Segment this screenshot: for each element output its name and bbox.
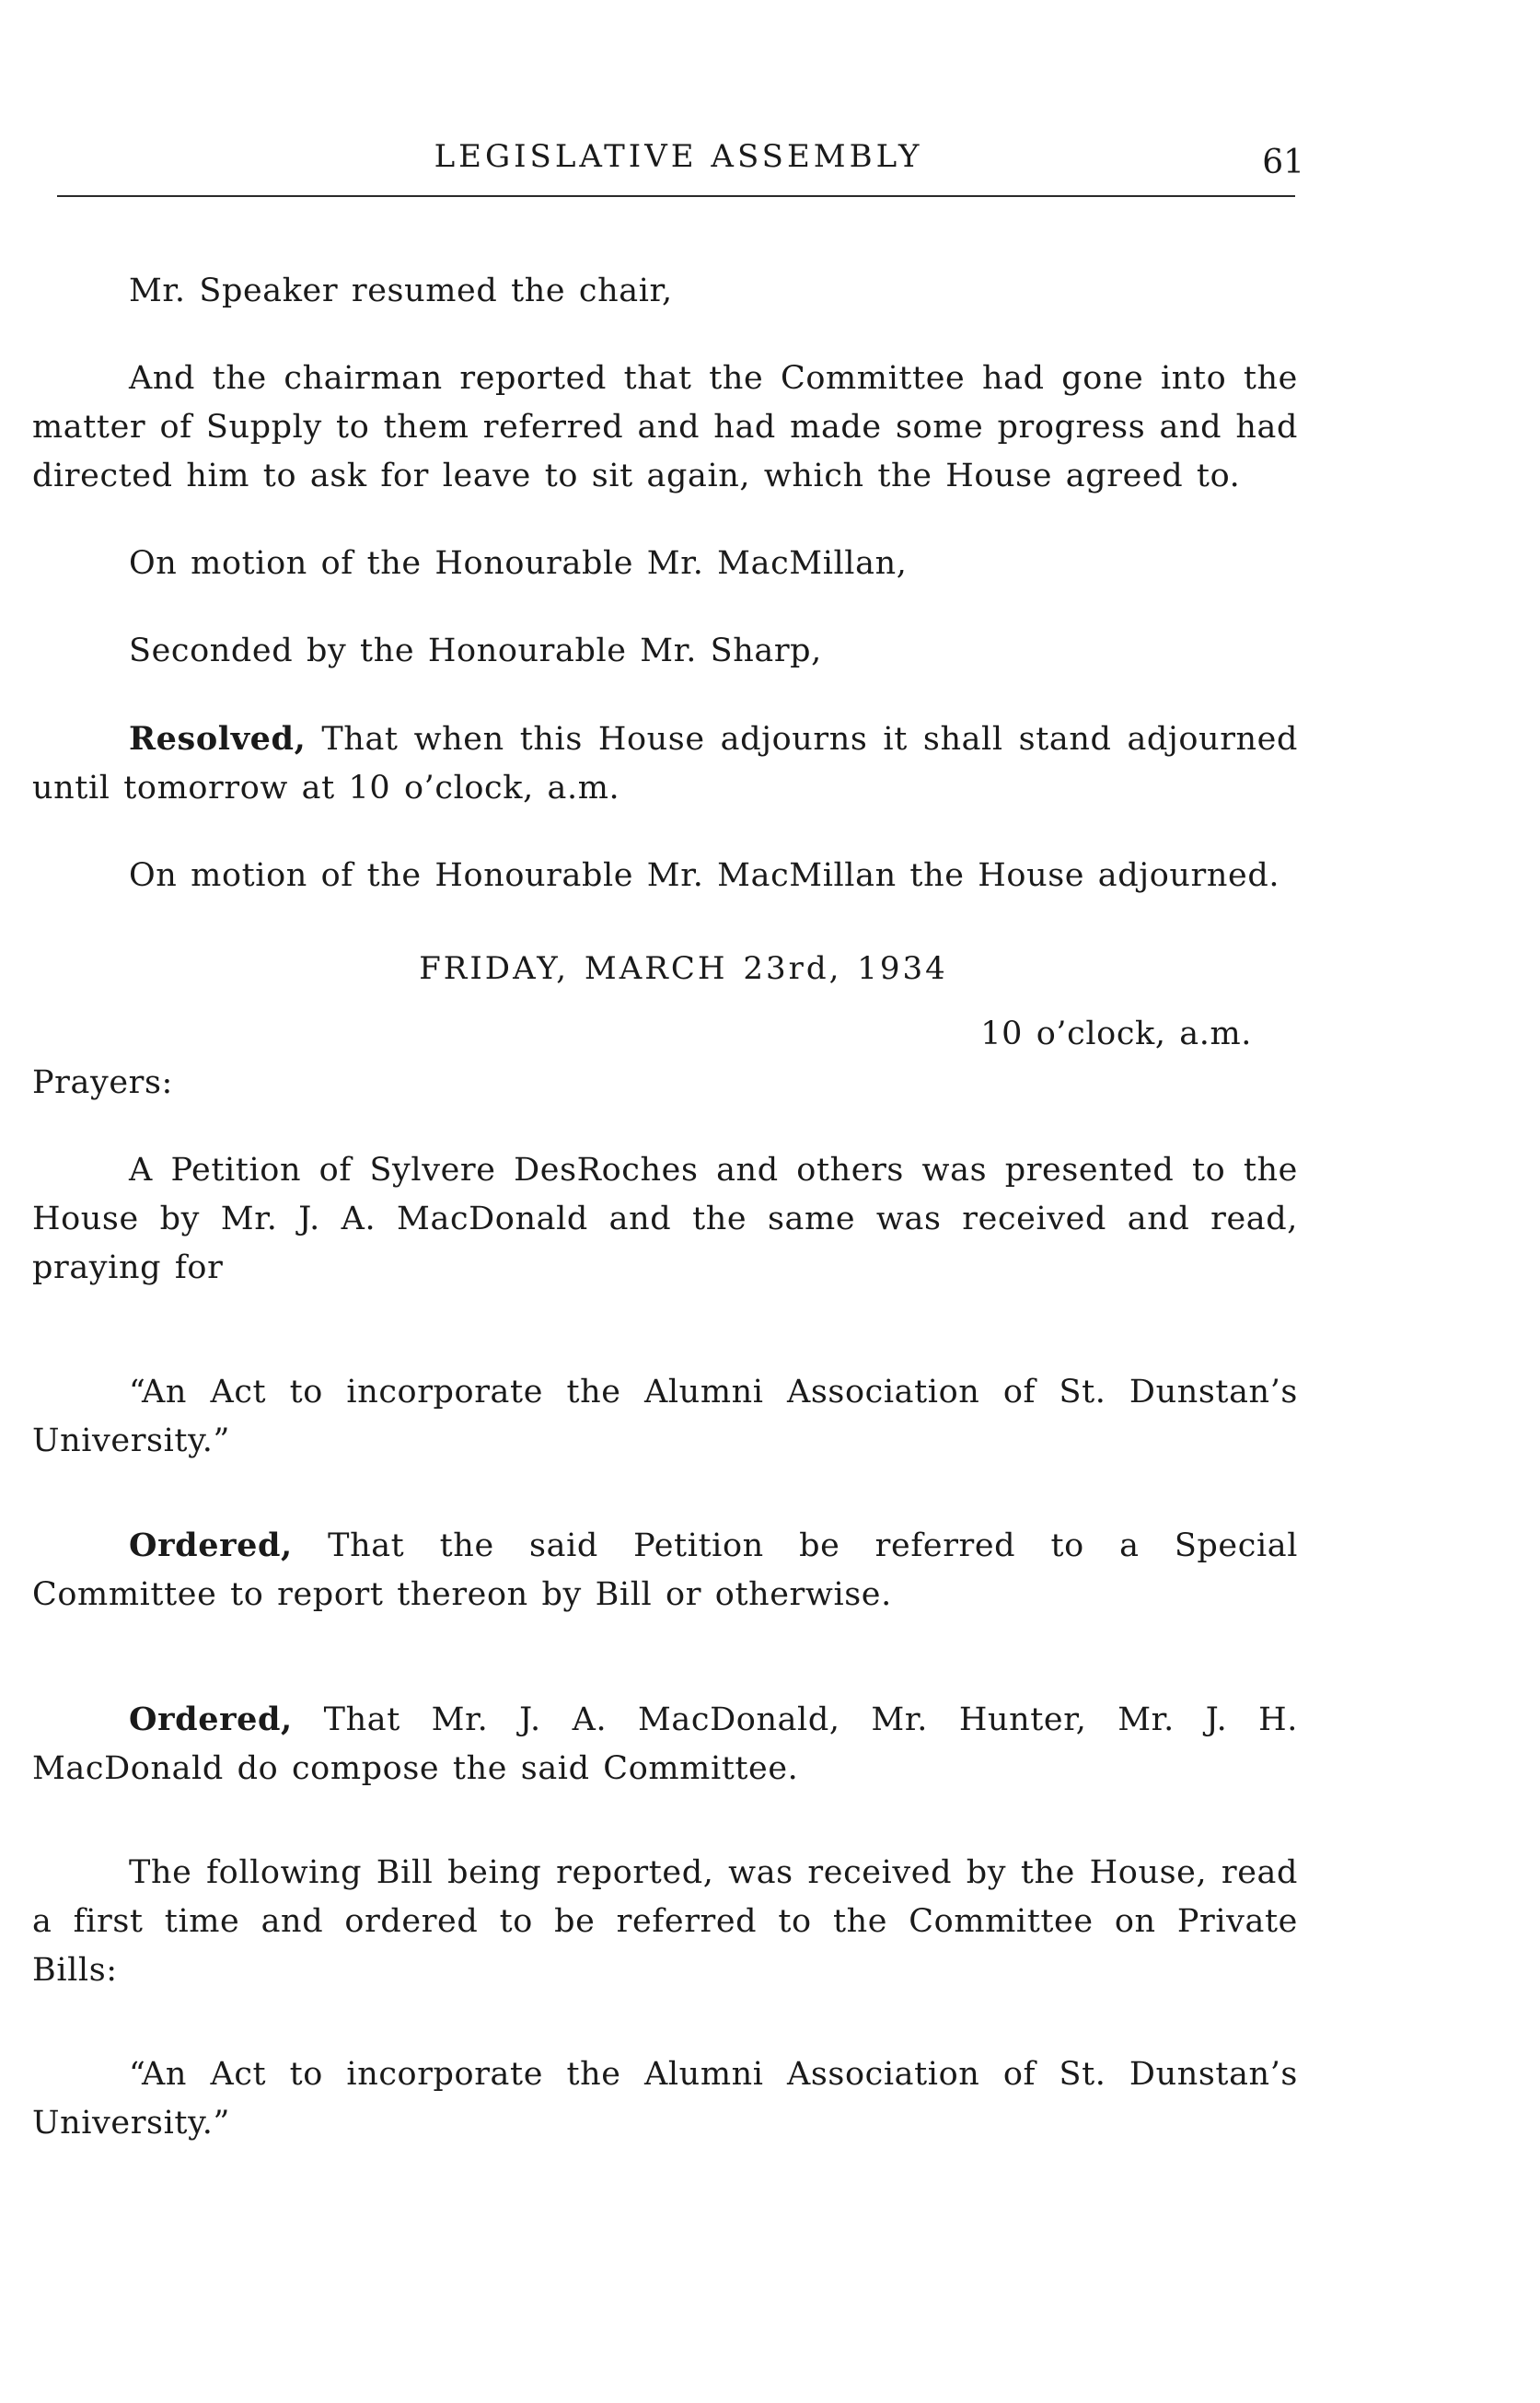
paragraph-seconded-sharp: Seconded by the Honourable Mr. Sharp,	[129, 633, 822, 669]
paragraph-act-title-2: “An Act to incorporate the Alumni Association of St. Dunstan’s University.”	[32, 2056, 1298, 2142]
paragraph-petition: A Petition of Sylvere DesRoches and others was presented to the House by Mr. J. A. MacDonald and the same was received and read, praying for	[32, 1152, 1298, 1286]
ordered-text-1: That the said Petition be referred to a Special Committee to report thereon by Bill or otherwise.	[32, 1527, 1298, 1613]
paragraph-ordered-referred	[32, 1521, 1298, 1619]
paragraph-chairman-report: And the chairman reported that the Committee had gone into the matter of Supply to them referred and had made some progress and had directed him to ask for leave to sit again, which the House agreed to.	[32, 360, 1298, 494]
paragraph-speaker-resumed: Mr. Speaker resumed the chair,	[129, 273, 673, 309]
header-rule	[57, 195, 1295, 197]
paragraph-act-title-1: “An Act to incorporate the Alumni Association of St. Dunstan’s University.”	[32, 1374, 1298, 1459]
page-number: 61	[1262, 144, 1304, 181]
paragraph-house-adjourned: On motion of the Honourable Mr. MacMillan the House adjourned.	[129, 857, 1280, 894]
paragraph-ordered-committee	[32, 1695, 1298, 1794]
paragraph-motion-macmillan: On motion of the Honourable Mr. MacMillan,	[129, 545, 908, 582]
body-text	[32, 267, 1298, 2148]
page-header	[57, 138, 1304, 193]
sitting-time: 10 o’clock, a.m.	[980, 1016, 1252, 1052]
prayers-label: Prayers:	[32, 1064, 173, 1101]
day-heading: FRIDAY, MARCH 23rd, 1934	[419, 950, 948, 987]
paragraph-resolved	[32, 714, 1298, 813]
paragraph-bill-reported: The following Bill being reported, was received by the House, read a first time and ordered to be referred to the Committee on Private Bills:	[32, 1854, 1298, 1989]
ordered-lead-1: Ordered,	[129, 1527, 293, 1564]
ordered-text-2: That Mr. J. A. MacDonald, Mr. Hunter, Mr. J. H. MacDonald do compose the said Committee.	[32, 1701, 1298, 1787]
running-head: LEGISLATIVE ASSEMBLY	[434, 138, 923, 175]
resolved-text: That when this House adjourns it shall stand adjourned until tomorrow at 10 o’clock, a.m.	[32, 721, 1298, 807]
ordered-lead-2: Ordered,	[129, 1701, 293, 1738]
resolved-lead: Resolved,	[129, 720, 307, 758]
